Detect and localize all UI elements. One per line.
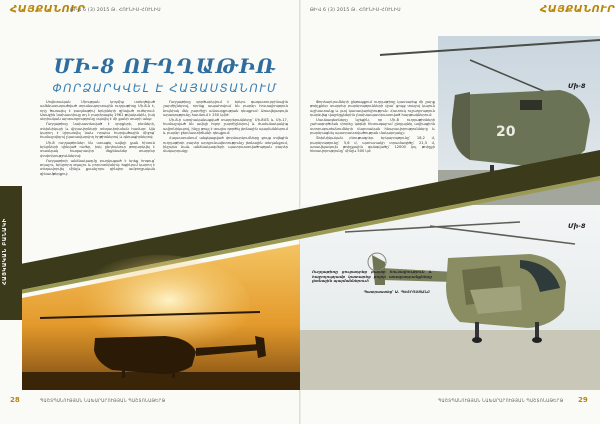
footer-right: ՊԱՇՏՊԱՆՈՒԹՅԱՆ ՆԱԽԱՐԱՐՈՒԹՅԱՆ ՊԱՇՏՈՆԱԹԵՐԹ xyxy=(438,398,564,403)
issue-info-right: ԹԻՎ 6 (3) 2015 Թ. ՀՈՒՆԻՍ-ՀՈՒԼԻՍ xyxy=(310,8,401,13)
paragraph: Սովետական Միության կողմից ստեղծված ամենատարածված տրանսպորտային ուղղաթիռը Մի-8-ն է, որը ծառայել է բազմաթիվ երկրների զինված ուժերում: Առաջին նախատիպը օդ է բարձրացել 1961 թվականին, իսկ սերիական արտադրությունը սկսվել է մի քանի տարի անց: xyxy=(40,100,155,122)
article-subtitle: ՓՈՐՁԱՐԿՎԵԼ Է ՀԱՅԱՍՏԱՆՈՒՄ xyxy=(52,81,278,95)
paragraph: Մասնագետները նշեցին, որ Մի-8 ուղղաթիռների շահագործման փորձը կօգնի հետագայում ընդլայնել ավիացիոն ստորաբաժանումների մարտական հնարավորությունները և բարձրացնել պատրաստվածության մակարդակը: xyxy=(310,118,435,136)
issue-info: ԹԻՎ 6 (3) 2015 Թ. ՀՈՒՆԻՍ-ՀՈՒԼԻՍ xyxy=(70,8,161,13)
paragraph: Փորձարկումների ընթացքում ուղղաթիռը կատարեց մի շարք թռիչքներ տարբեր բարձրությունների վրա՝ ցույց տալով կայուն աշխատանք և լավ կառավարելիություն: Հատուկ ուշադրություն դարձվեց վայրէջքներին չնախապատրաստված հարթակներում: xyxy=(310,100,435,117)
photo-caption-bottom: Մի-8 xyxy=(568,222,586,230)
body-column-2 xyxy=(163,100,288,235)
article-title: ՄԻ-8 ՈՒՂՂԱԹԻՌ xyxy=(53,54,277,78)
paragraph: Հայաստանում անցկացված փորձարկումները ցույց տվեցին ուղղաթիռի բարձր արդյունավետությունը լեռնային տեղանքում, ինչպես նաև անձնակազմերի պատրաստվածության բարձր մակարդակը: xyxy=(163,136,288,154)
pull-quote: Ուղղաթիռը ցուցադրեց բարձր հուսալիություն և հաջողությամբ կատարեց բոլոր առաջադրանքները լեռնային պայմաններում: xyxy=(312,269,432,284)
body-column-3 xyxy=(310,100,435,265)
paragraph: Մի-8 ուղղաթիռներ են ստացել ավելի քան հիսուն երկրների զինված ուժեր, իսկ ընդհանուր թողարկվել է տասնյակ հազարավոր մեքենաներ տարբեր փոփոխություններով: xyxy=(40,140,155,158)
magazine-logo-right: ՀԱՅՔԱՆՈՒՐ xyxy=(540,4,615,15)
paragraph: Տեխնիկական բնութագրեր. երկարությունը՝ 18,2 մ, բարձրությունը՝ 5,6 մ, պտուտակի տրամագիծը՝ 21,3 մ, առավելագույն թռիչքային զանգվածը՝ 12000 կգ, թռիչքի հեռավորությունը՝ մինչև 500 կմ: xyxy=(310,136,435,154)
magazine-logo: ՀԱՅՔԱՆՈՒՐ xyxy=(10,4,86,15)
paragraph: Ուղղաթիռը գործարկվում է երկու գազատուրբինային շարժիչներով, որոնք ապահովում են բարձր հուսալիություն նույնիսկ մեկ շարժիչի անսարքության դեպքում: Առավելագույն արագությունը հասնում է 250 կմ/ժ: xyxy=(163,100,288,117)
page-number-left: 28 xyxy=(10,396,20,404)
section-label: ՀԱՅԿԱԿԱՆ ԲԱՆԱԿԻ xyxy=(2,218,8,286)
photo-caption-top: Մի-8 xyxy=(568,82,586,90)
page-number-right: 29 xyxy=(578,396,588,404)
paragraph: Մի-8-ի արդիականացված տարբերակները՝ Մի-8ՄՏ և Մի-17, համալրված են ավելի հզոր շարժիչներով և ժամանակակից ավիոնիկայով, ինչը թույլ է տալիս գործել լեռնային պայմաններում և բարձր ջերմաստիճանի դեպքում: xyxy=(163,118,288,136)
footer-left: ՊԱՇՏՊԱՆՈՒԹՅԱՆ ՆԱԽԱՐԱՐՈՒԹՅԱՆ ՊԱՇՏՈՆԱԹԵՐԹ xyxy=(40,398,166,403)
tail-number-label: 20 xyxy=(496,124,516,140)
paragraph: Ուղղաթիռը նախատեսված է զորքերի, բեռների, տեխնիկայի և վիրավորների տեղափոխման համար: Այն կարող է կիրառվել նաև որպես հարվածային միջոց՝ համալրվելով չկառավարվող հրթիռներով և գնդացիրներով: xyxy=(40,122,155,140)
paragraph: Ուղղաթիռի անձնակազմը բաղկացած է երեք հոգուց՝ օդաչու, երկրորդ օդաչու և բորտտեխնիկ: Խցիկում կարող է տեղավորվել մինչև քսանչորս զինվոր ամբողջական զինամթերքով: xyxy=(40,158,155,176)
body-column-1 xyxy=(40,100,155,260)
author-credit: Պատրաստեց՝ Ա. ՊԵՏՐՈՍՅԱՆԸ xyxy=(363,290,430,294)
